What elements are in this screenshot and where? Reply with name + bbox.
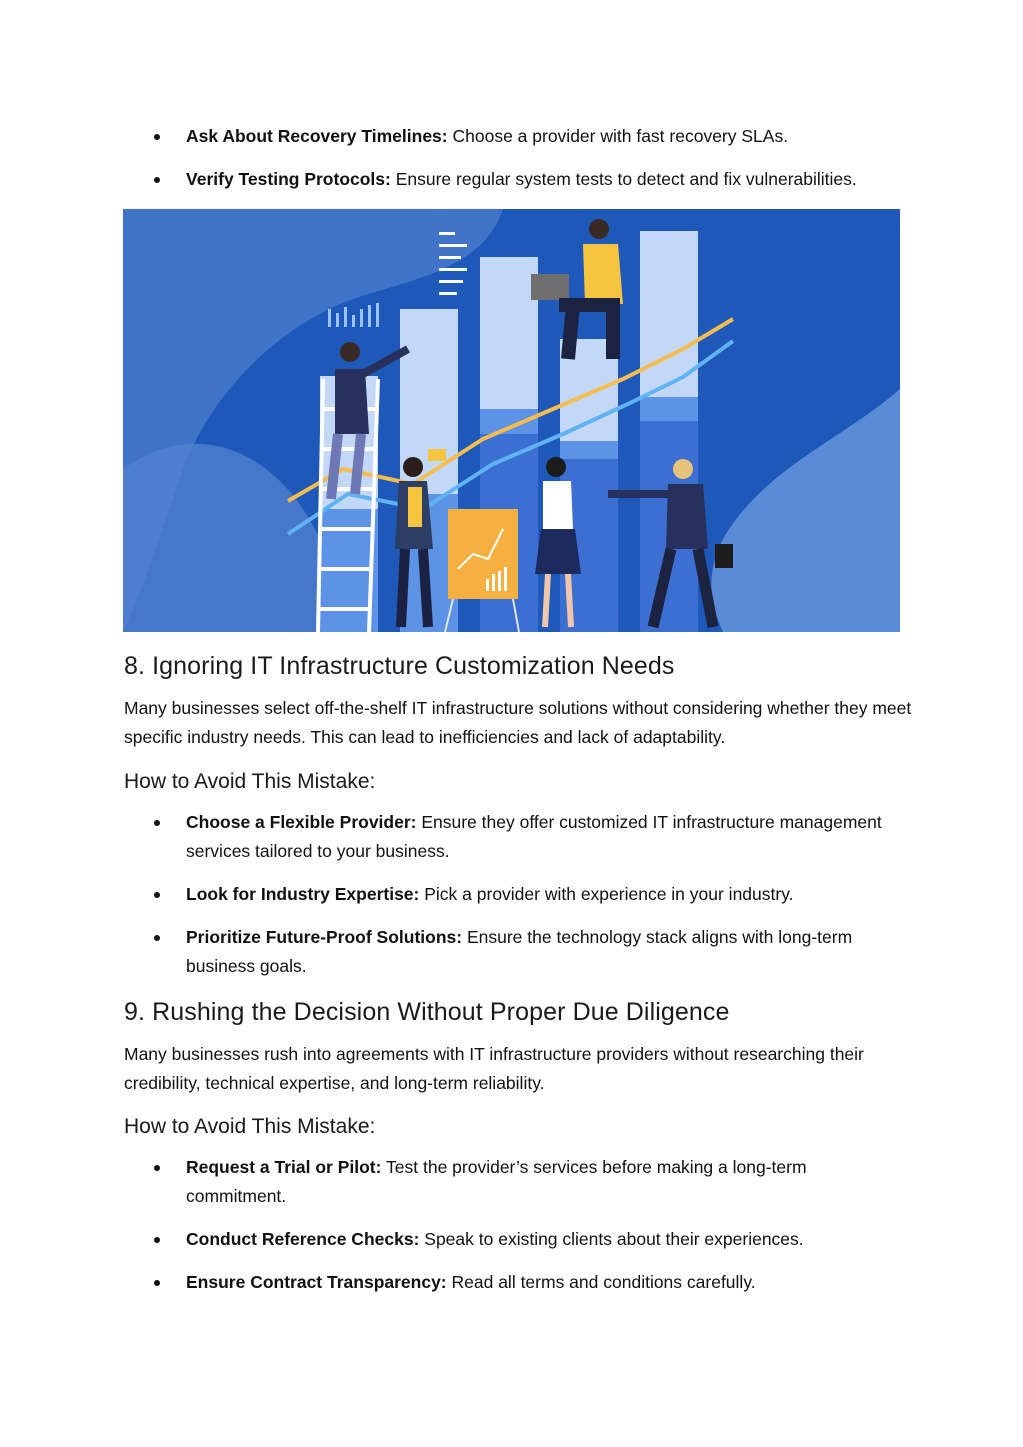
list-item: Choose a Flexible Provider: Ensure they offer customized IT infrastructure management services tailored to your business. [150, 808, 910, 866]
section8-heading: 8. Ignoring IT Infrastructure Customization Needs [124, 652, 675, 680]
section9-subheading: How to Avoid This Mistake: [124, 1115, 376, 1138]
section9-heading: 9. Rushing the Decision Without Proper Due Diligence [124, 998, 730, 1026]
list-item: Verify Testing Protocols: Ensure regular system tests to detect and fix vulnerabilities. [150, 165, 910, 194]
intro-bullet-list [150, 122, 910, 194]
business-team-growth-chart-illustration [123, 209, 900, 632]
list-item: Ensure Contract Transparency: Read all terms and conditions carefully. [150, 1268, 910, 1297]
list-item: Look for Industry Expertise: Pick a provider with experience in your industry. [150, 880, 910, 909]
team-growth-illustration [123, 209, 900, 632]
list-item: Ask About Recovery Timelines: Choose a provider with fast recovery SLAs. [150, 122, 910, 151]
section8-bullet-list [150, 808, 910, 981]
section9-bullet-list [150, 1153, 910, 1297]
list-item: Request a Trial or Pilot: Test the provider’s services before making a long-term commitment. [150, 1153, 910, 1211]
list-item: Prioritize Future-Proof Solutions: Ensure the technology stack aligns with long-term business goals. [150, 923, 910, 981]
section9-body: Many businesses rush into agreements with IT infrastructure providers without researching their credibility, technical expertise, and long-term reliability. [124, 1044, 864, 1093]
section8-subheading: How to Avoid This Mistake: [124, 770, 376, 793]
list-item: Conduct Reference Checks: Speak to existing clients about their experiences. [150, 1225, 910, 1254]
section8-body: Many businesses select off-the-shelf IT infrastructure solutions without considering whether they meet specific industry needs. This can lead to inefficiencies and lack of adaptability. [124, 698, 912, 747]
